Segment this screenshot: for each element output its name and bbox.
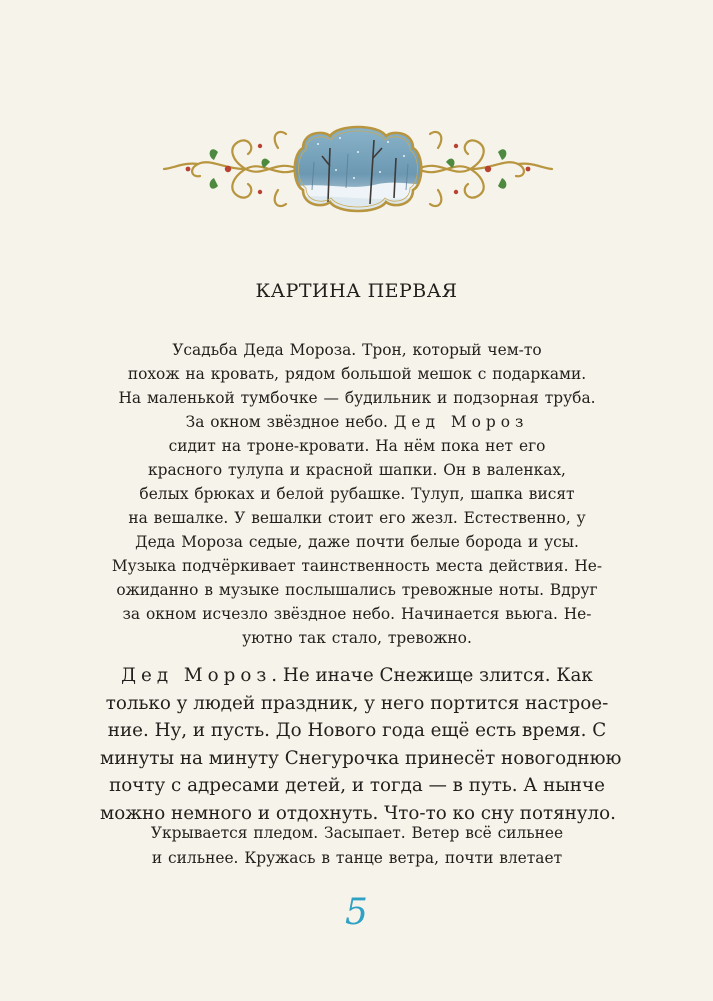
stage-line: за окном исчезло звёздное небо. Начинается вьюга. Не- [122, 605, 592, 623]
stage-line-text: За окном звёздное небо. Дед Мороз [185, 413, 529, 431]
speech-text: . Не иначе Снежище злится. Как [271, 665, 593, 686]
stage-direction-1 [92, 338, 622, 650]
stage-line: уютно так стало, тревожно. [242, 629, 472, 647]
speaker-name-in-stage: Дед Мороз [393, 413, 529, 431]
winter-forest-ornament-icon [158, 118, 558, 220]
stage-line: Музыка подчёркивает таинственность места действия. Не- [111, 557, 603, 575]
stage-direction-2 [92, 821, 622, 871]
stage-line: белых брюках и белой рубашке. Тулуп, шапка висят [139, 485, 575, 503]
stage-line: похож на кровать, рядом большой мешок с подарками. [127, 365, 587, 383]
stage-line: Усадьба Деда Мороза. Трон, который чем-то [172, 341, 542, 359]
speech-line: почту с адресами детей, и тогда — в путь. А нынче [109, 775, 605, 796]
character-speech [100, 662, 622, 827]
speech-line: можно немного и отдохнуть. Что-то ко сну потянуло. [100, 802, 616, 824]
stage-line: Укрывается пледом. Засыпает. Ветер всё сильнее [150, 824, 564, 842]
stage-line: и сильнее. Кружась в танце ветра, почти влетает [151, 849, 563, 867]
stage-line: на вешалке. У вешалки стоит его жезл. Естественно, у [128, 509, 586, 527]
speech-line: ние. Ну, и пусть. До Нового года ещё есть время. С [107, 720, 607, 741]
speech-line: минуты на минуту Снегурочка принесёт новогоднюю [100, 747, 622, 769]
speech-line: только у людей праздник, у него портится настрое- [105, 692, 609, 714]
page-number: 5 [345, 892, 368, 933]
stage-line: сидит на троне-кровати. На нём пока нет его [168, 437, 546, 455]
speech-line [100, 662, 614, 690]
speaker-name: Дед Мороз [121, 665, 272, 686]
stage-line-with-speaker [92, 410, 622, 434]
stage-line: На маленькой тумбочке — будильник и подзорная труба. [118, 389, 596, 407]
stage-line: Деда Мороза седые, даже почти белые борода и усы. [135, 533, 579, 551]
stage-line: ожиданно в музыке послышались тревожные ноты. Вдруг [116, 581, 598, 599]
scene-heading: КАРТИНА ПЕРВАЯ [255, 280, 458, 302]
stage-line: красного тулупа и красной шапки. Он в валенках, [148, 461, 566, 479]
